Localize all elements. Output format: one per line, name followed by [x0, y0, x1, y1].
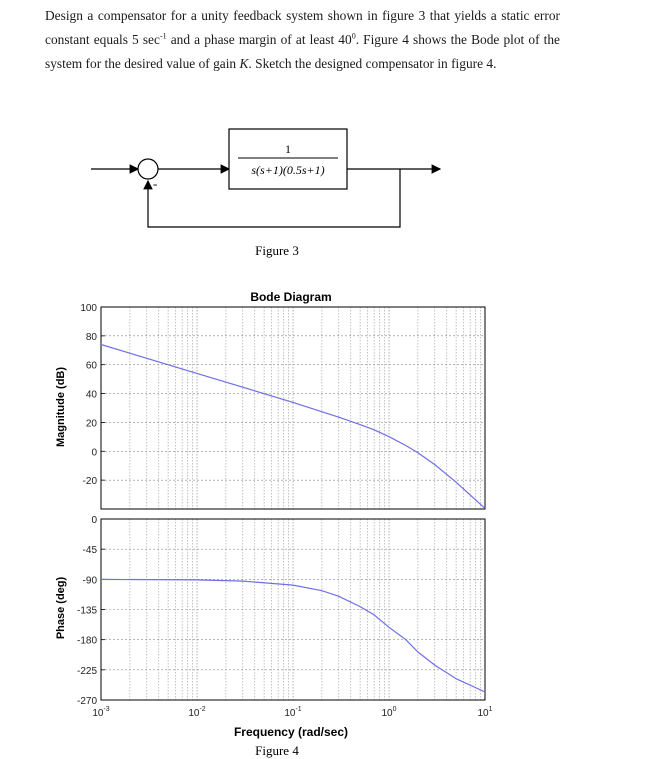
magnitude-ytick-label: 80	[85, 331, 97, 343]
phase-ytick-label: -135	[76, 605, 97, 617]
gain-symbol: K	[239, 56, 249, 71]
magnitude-ytick-label: 20	[85, 418, 97, 430]
figure3-caption: Figure 3	[255, 243, 299, 258]
frequency-xlabel: Frequency (rad/sec)	[233, 725, 349, 739]
problem-text-1: Design a compensator for a unity feedback system shown in figure 3 that yields a static error constant equals 5 sec	[45, 8, 560, 47]
problem-text-2: and a phase margin of at least 40	[166, 32, 352, 47]
phase-plot	[77, 515, 485, 707]
summing-sign: -	[153, 176, 158, 191]
frequency-tick-label: $10^1$	[477, 706, 493, 719]
frequency-tick-label: $10^{-3}$	[92, 706, 110, 719]
phase-ytick-label: -225	[76, 665, 97, 677]
phase-ytick-label: 0	[91, 515, 97, 526]
phase-ytick-label: -90	[82, 575, 97, 587]
problem-sup-1: -1	[159, 31, 167, 41]
phase-ylabel: Phase (deg)	[55, 576, 67, 640]
phase-ytick-label: -180	[76, 635, 97, 647]
magnitude-ytick-label: 100	[80, 303, 97, 314]
problem-sup-2: 0	[351, 31, 356, 41]
mag-ylabel: Magnitude (dB)	[55, 366, 67, 448]
plant-block	[229, 129, 347, 189]
frequency-tick-label: $10^{-2}$	[188, 706, 206, 719]
figure3-block-diagram	[0, 0, 652, 270]
phase-ytick-label: -45	[82, 545, 97, 557]
magnitude-ytick-label: 0	[91, 447, 97, 459]
figure4-caption: Figure 4	[255, 743, 299, 758]
magnitude-ytick-label: -20	[82, 476, 97, 488]
magnitude-plot	[80, 303, 485, 509]
phase-ytick-label: -270	[76, 696, 97, 707]
frequency-tick-labels	[92, 706, 492, 719]
figure4-bode-diagram	[0, 270, 652, 759]
plant-denominator: s(s+1)(0.5s+1)	[251, 163, 325, 177]
bode-title: Bode Diagram	[250, 290, 332, 304]
problem-text-4: . Sketch the designed compensator in figure 4.	[248, 56, 497, 71]
frequency-tick-label: $10^{-1}$	[284, 706, 302, 719]
plant-numerator: 1	[285, 142, 291, 156]
magnitude-ytick-label: 60	[85, 360, 97, 372]
magnitude-ytick-label: 40	[85, 389, 97, 401]
frequency-tick-label: $10^0$	[381, 706, 397, 719]
problem-text-3: . Figure 4 shows the Bode plot of the system for the desired value of gain	[45, 32, 560, 71]
